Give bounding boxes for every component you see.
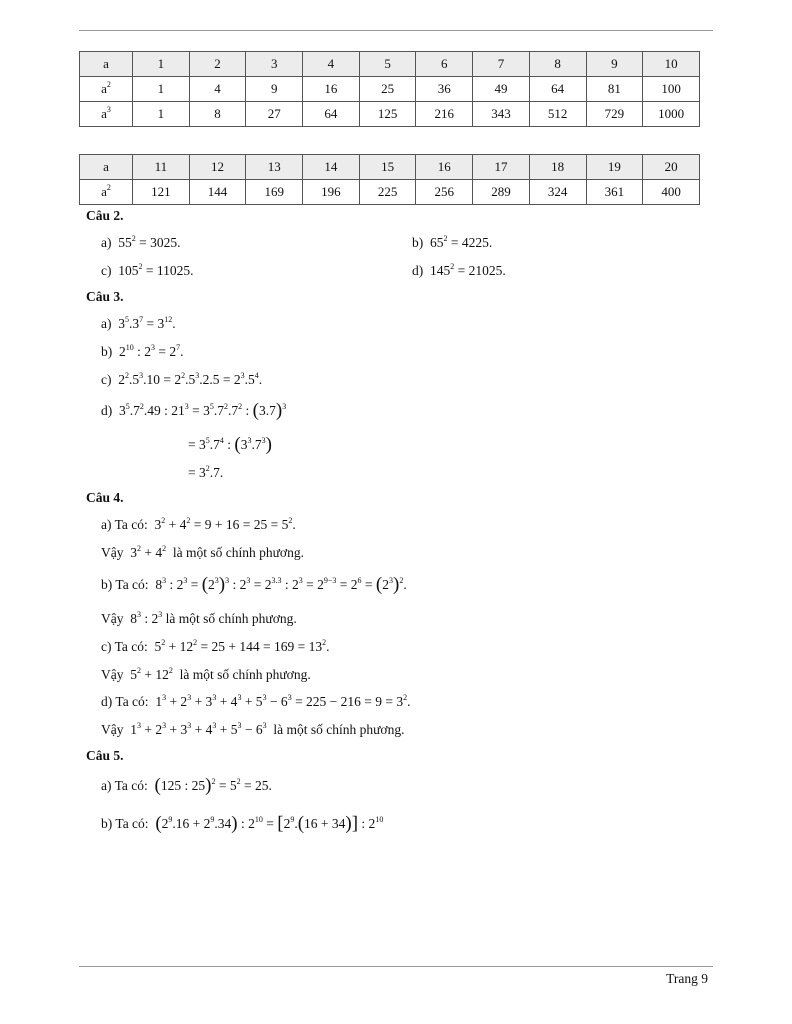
square-cell: 64: [529, 77, 586, 102]
table-row-squares: [80, 180, 700, 205]
header-cell: 4: [303, 52, 360, 77]
header-cell: 3: [246, 52, 303, 77]
header-cell: 13: [246, 155, 303, 180]
header-cell: 9: [586, 52, 643, 77]
header-cell: 11: [133, 155, 190, 180]
square-cell: 9: [246, 77, 303, 102]
cube-cell: 729: [586, 102, 643, 127]
row-label: a: [80, 52, 133, 77]
square-cell: 25: [359, 77, 416, 102]
header-rule: [79, 30, 713, 31]
cube-cell: 343: [473, 102, 530, 127]
cau2-item-a: a) $55^2 = 3025$.: [101, 234, 181, 250]
square-cell: 289: [473, 180, 530, 205]
section-heading-cau-3: Câu 3.: [86, 289, 124, 304]
square-cell: 169: [246, 180, 303, 205]
cube-cell: 27: [246, 102, 303, 127]
header-cell: 12: [189, 155, 246, 180]
square-cell: 100: [643, 77, 700, 102]
header-cell: 16: [416, 155, 473, 180]
header-cell: 18: [529, 155, 586, 180]
cau4-item-b-conclusion: Vậy $8^3$ : $2^3$ là một số chính phương.: [101, 610, 297, 626]
row-label: $a^2$: [80, 180, 133, 205]
square-cell: 144: [189, 180, 246, 205]
cube-cell: 125: [359, 102, 416, 127]
cau3-item-a: a) $3^5.3^7 = 3^{12}$.: [101, 315, 176, 331]
cube-cell: 512: [529, 102, 586, 127]
row-label: $a^3$: [80, 102, 133, 127]
table-header-row: [80, 52, 700, 77]
cube-cell: 216: [416, 102, 473, 127]
cube-cell: 1: [133, 102, 190, 127]
square-cell: 196: [303, 180, 360, 205]
square-cell: 225: [359, 180, 416, 205]
header-cell: 1: [133, 52, 190, 77]
section-heading-cau-5: Câu 5.: [86, 748, 124, 763]
header-cell: 8: [529, 52, 586, 77]
cube-cell: 64: [303, 102, 360, 127]
header-cell: 14: [303, 155, 360, 180]
section-heading-cau-4: Câu 4.: [86, 490, 124, 505]
header-cell: 6: [416, 52, 473, 77]
cau4-item-c-conclusion: Vậy $5^2 + 12^2$ là một số chính phương.: [101, 666, 311, 682]
cube-cell: 8: [189, 102, 246, 127]
square-cell: 361: [586, 180, 643, 205]
header-cell: 2: [189, 52, 246, 77]
square-cell: 324: [529, 180, 586, 205]
square-cell: 121: [133, 180, 190, 205]
header-cell: 20: [643, 155, 700, 180]
cau4-item-d: d) Ta có: $1^3 + 2^3 + 3^3 + 4^3 + 5^3 - 6^3 = 225 - 216 = 9 = 3^2$.: [101, 693, 411, 709]
cau4-item-c: c) Ta có: $5^2 + 12^2 = 25 + 144 = 169 = 13^2$.: [101, 638, 330, 654]
square-cell: 49: [473, 77, 530, 102]
cau3-item-d: d) $3^5.7^2.49$ : $21^3 = 3^5.7^2.7^2$ : $(3.7)^3$: [101, 400, 287, 421]
header-cell: 5: [359, 52, 416, 77]
powers-table-11-20: [79, 154, 700, 205]
cau4-item-b: b) Ta có: $8^3$ : $2^3 = (2^3)^3$ : $2^3 = 2^{3.3}$ : $2^3 = 2^{9-3} = 2^6 = (2^3)^2$.: [101, 574, 407, 595]
cau5-item-b: b) Ta có: $(2^9.16 + 2^9.34)$ : $2^{10} = [2^9.(16 + 34)]$ : $2^{10}$: [101, 813, 384, 834]
table-row-cubes: [80, 102, 700, 127]
header-cell: 17: [473, 155, 530, 180]
powers-table-1-10: [79, 51, 700, 127]
row-label: a: [80, 155, 133, 180]
cau3-item-d-step-2: = $3^5.7^4$ : $(3^3.7^3)$: [188, 434, 272, 455]
square-cell: 81: [586, 77, 643, 102]
square-cell: 16: [303, 77, 360, 102]
header-cell: 15: [359, 155, 416, 180]
cau4-item-d-conclusion: Vậy $1^3 + 2^3 + 3^3 + 4^3 + 5^3 - 6^3$ là một số chính phương.: [101, 721, 405, 737]
cau3-item-b: b) $2^{10}$ : $2^3 = 2^7$.: [101, 343, 184, 359]
cau4-item-a-conclusion: Vậy $3^2 + 4^2$ là một số chính phương.: [101, 544, 304, 560]
cau5-item-a: a) Ta có: (125 : $25)^2 = 5^2 = 25$.: [101, 775, 272, 796]
footer-rule: [79, 966, 713, 967]
cau4-item-a: a) Ta có: $3^2 + 4^2 = 9 + 16 = 25 = 5^2$.: [101, 516, 296, 532]
square-cell: 1: [133, 77, 190, 102]
row-label: $a^2$: [80, 77, 133, 102]
table-header-row: [80, 155, 700, 180]
cau3-item-d-step-3: = $3^2.7$.: [188, 464, 224, 480]
square-cell: 256: [416, 180, 473, 205]
cube-cell: 1000: [643, 102, 700, 127]
header-cell: 7: [473, 52, 530, 77]
cau2-item-c: c) $105^2 = 11025$.: [101, 262, 194, 278]
cau2-item-d: d) $145^2 = 21025$.: [412, 262, 506, 278]
section-heading-cau-2: Câu 2.: [86, 208, 124, 223]
square-cell: 36: [416, 77, 473, 102]
table-row-squares: [80, 77, 700, 102]
header-cell: 10: [643, 52, 700, 77]
page-number: Trang 9: [666, 971, 708, 986]
square-cell: 4: [189, 77, 246, 102]
cau3-item-c: c) $2^2.5^3.10 = 2^2.5^3.2.5 = 2^3.5^4$.: [101, 371, 263, 387]
cau2-item-b: b) $65^2 = 4225$.: [412, 234, 493, 250]
header-cell: 19: [586, 155, 643, 180]
square-cell: 400: [643, 180, 700, 205]
